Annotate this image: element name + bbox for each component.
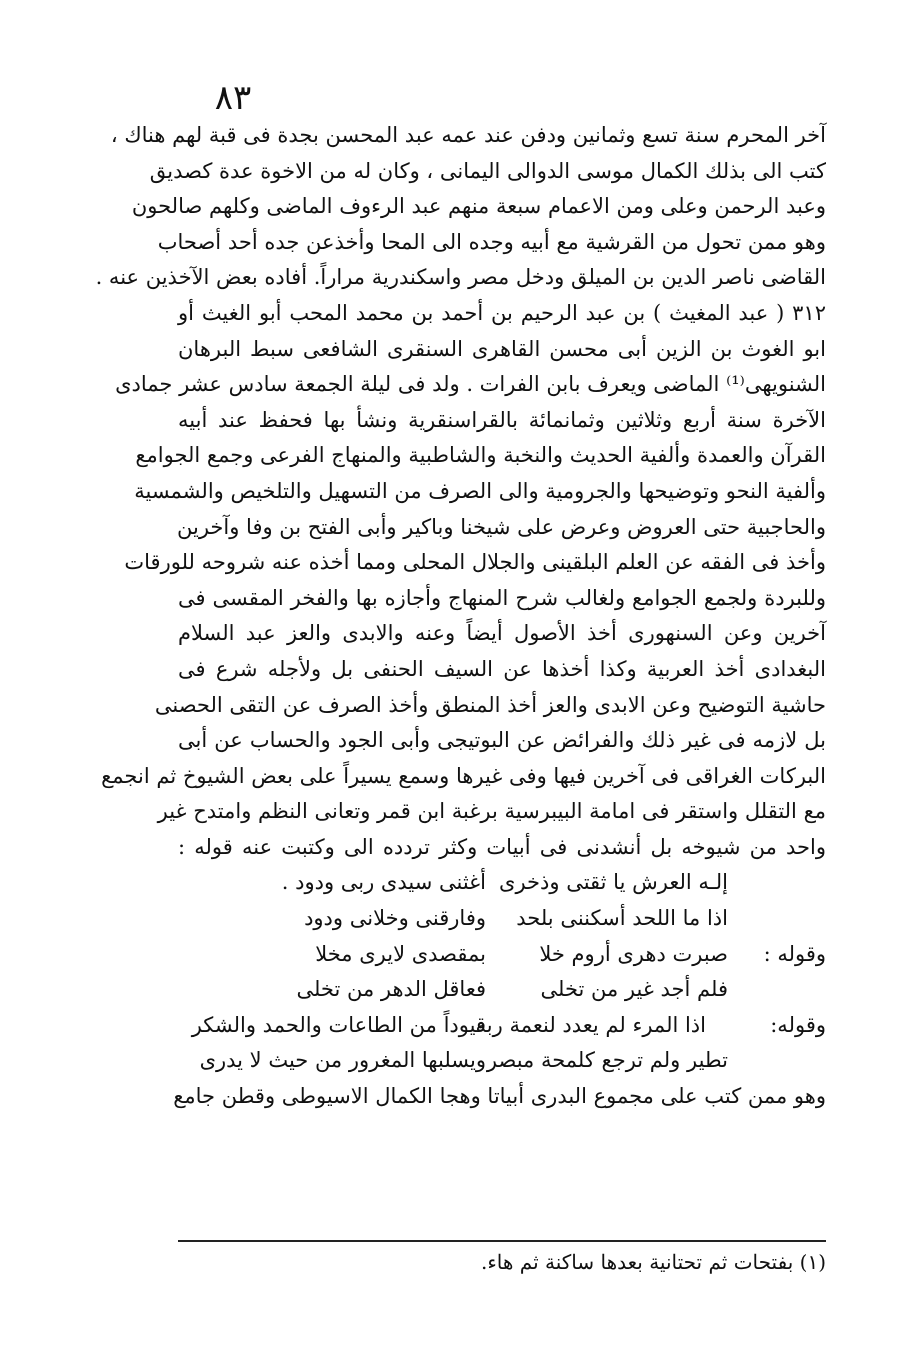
verse-first-hemistich: تطير ولم ترجع كلمحة مبصر xyxy=(486,1048,728,1073)
verse-line xyxy=(178,1008,826,1044)
text-line: القرآن والعمدة وألفية الحديث والنخبة والشاطبية والمنهاج الفرعى وجمع الجوامع xyxy=(135,443,826,468)
verse-first-hemistich: اذا المرء لم يعدد لنعمة ربه xyxy=(475,1012,706,1037)
verse-line xyxy=(178,901,826,937)
verse-second-hemistich: فعاقل الدهر من تخلى xyxy=(296,977,486,1002)
verse-second-hemistich: قيوداً من الطاعات والحمد والشكر xyxy=(191,1012,486,1037)
text-line: وعبد الرحمن وعلى ومن الاعمام سبعة منهم عبد الرءوف الماضى وكلهم صالحون xyxy=(131,194,826,219)
text-line: حاشية التوضيح وعن الابدى والعز أخذ المنطق وأخذ الصرف عن التقى الحصنى xyxy=(154,692,826,717)
text-line: الآخرة سنة أربع وثلاثين وثمانمائة بالقراسنقرية ونشأ بها فحفظ عند أبيه xyxy=(178,407,826,432)
main-text xyxy=(95,118,826,1115)
verse-first-hemistich: اذا ما اللحد أسكننى بلحد xyxy=(516,906,728,931)
verse-line xyxy=(178,1043,826,1079)
text-line: مع التقلل واستقر فى امامة البيبرسية برغبة ابن قمر وتعانى النظم وامتدح غير xyxy=(157,799,826,824)
verse-line xyxy=(178,972,826,1008)
text-line: واحد من شيوخه بل أنشدنى فى أبيات وكثر تردده الى وكتبت عنه قوله : xyxy=(178,834,826,859)
verse-first-hemistich: فلم أجد غير من تخلى xyxy=(540,977,728,1002)
text-line: وهو ممن كتب على مجموع البدرى أبياتا وهجا الكمال الاسيوطى وقطن جامع xyxy=(173,1084,826,1109)
text-line: وأخذ فى الفقه عن العلم البلقينى والجلال المحلى ومما أخذه عنه شروحه للورقات xyxy=(124,550,826,575)
verse-lead: وقوله: xyxy=(770,1012,826,1037)
verse-line xyxy=(178,865,826,901)
text-line: وللبردة ولجمع الجوامع ولغالب شرح المنهاج وأجازه بها والفخر المقسى فى xyxy=(178,585,826,610)
verse-second-hemistich: أغثنى سيدى ربى ودود . xyxy=(281,870,486,895)
verse-second-hemistich: ويسلبها المغرور من حيث لا يدرى xyxy=(199,1048,486,1073)
text-line: آخرين وعن السنهورى أخذ الأصول أيضاً وعنه والابدى والعز عبد السلام xyxy=(178,621,826,646)
text-line: القاضى ناصر الدين بن الميلق ودخل مصر واسكندرية مراراً. أفاده بعض الآخذين عنه . xyxy=(95,265,826,290)
text-line: وألفية النحو وتوضيحها والجرومية والى الصرف من التسهيل والتلخيص والشمسية xyxy=(134,478,826,503)
text-line: آخر المحرم سنة تسع وثمانين ودفن عند عمه عبد المحسن بجدة فى قبة لهم هناك ، xyxy=(110,123,826,147)
footnote: (١) بفتحات ثم تحتانية بعدها ساكنة ثم هاء. xyxy=(481,1250,826,1274)
footnote-divider xyxy=(178,1240,826,1242)
verse-first-hemistich: إلـه العرش يا ثقتى وذخرى xyxy=(499,870,728,895)
page-number: ٨٣ xyxy=(214,78,252,118)
text-line: البغدادى أخذ العربية وكذا أخذها عن السيف الحنفى بل ولأجله شرع فى xyxy=(178,656,826,681)
text-line: كتب الى بذلك الكمال موسى الدوالى اليمانى ، وكان له من الاخوة عدة كصديق xyxy=(149,158,826,183)
text-line: بل لازمه فى غير ذلك والفرائض عن البوتيجى وأبى الجود والحساب عن أبى xyxy=(178,728,826,753)
verse-lead: وقوله : xyxy=(763,941,826,966)
verse-line xyxy=(178,937,826,973)
text-line: ابو الغوث بن الزين أبى محسن القاهرى السنقرى الشافعى سبط البرهان xyxy=(178,336,826,361)
entry-heading-line: ٣١٢ ( عبد المغيث ) بن عبد الرحيم بن أحمد بن محمد المحب أبو الغيث أو xyxy=(178,300,826,325)
text-line: والحاجبية حتى العروض وعرض على شيخنا وباكير وأبى الفتح بن وفا وآخرين xyxy=(177,514,826,539)
text-line: الشنويهى⁽¹⁾ الماضى ويعرف بابن الفرات . ولد فى ليلة الجمعة سادس عشر جمادى xyxy=(115,372,826,397)
verse-second-hemistich: وفارقنى وخلانى ودود xyxy=(304,906,486,931)
verse-second-hemistich: بمقصدى لايرى مخلا xyxy=(315,941,486,966)
text-line: البركات الغراقى فى آخرين فيها وفى غيرها وسمع يسيراً على بعض الشيوخ ثم انجمع xyxy=(101,763,826,788)
text-line: وهو ممن تحول من القرشية مع أبيه وجده الى المحا وأخذعن جده أحد أصحاب xyxy=(157,229,826,254)
verse-first-hemistich: صبرت دهرى أروم خلا xyxy=(539,941,728,966)
